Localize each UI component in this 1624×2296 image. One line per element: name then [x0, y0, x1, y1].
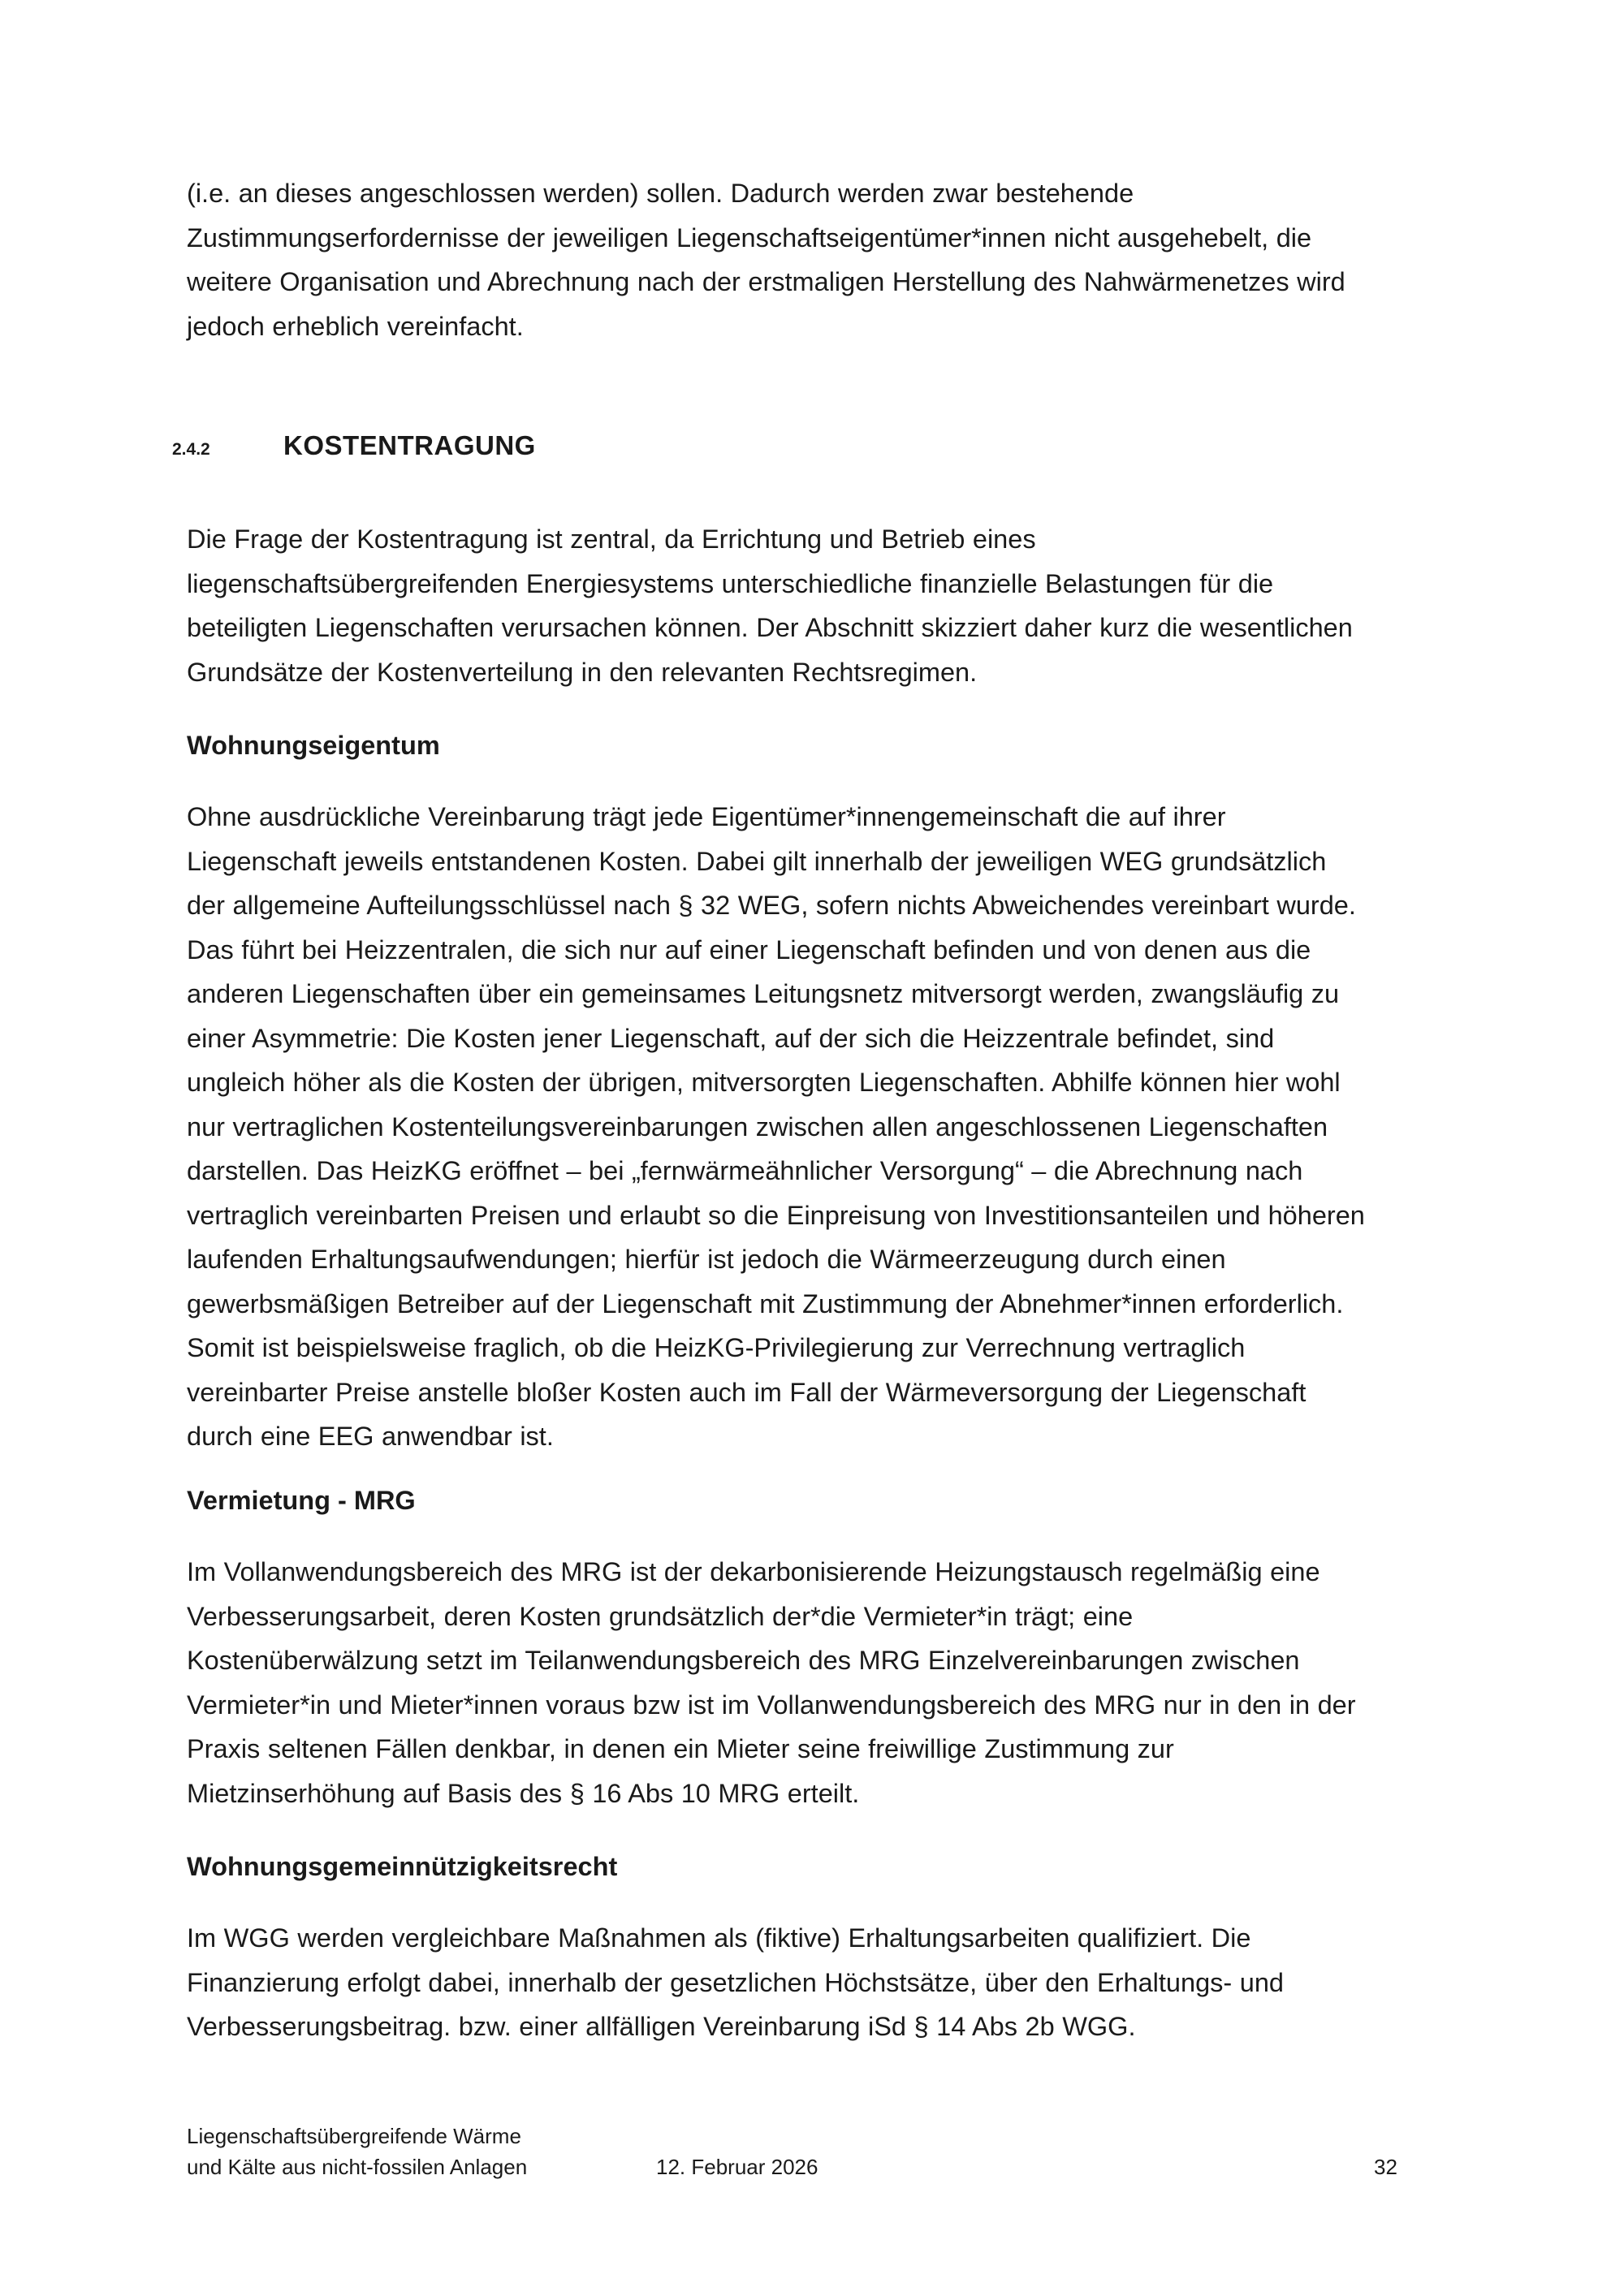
intro-paragraph: [187, 171, 1470, 348]
subsection-wgg: [187, 1845, 1470, 1889]
subsection-heading: Wohnungseigentum: [187, 731, 440, 760]
paragraph-text: [187, 795, 1470, 1459]
text-line: Liegenschaft jeweils entstandenen Kosten. Dabei gilt innerhalb der jeweiligen WEG grundsätzlich: [187, 846, 1327, 876]
text-line: einer Asymmetrie: Die Kosten jener Liegenschaft, auf der sich die Heizzentrale befindet, sind: [187, 1023, 1275, 1053]
paragraph-text: [187, 517, 1470, 694]
text-line: Verbesserungsbeitrag. bzw. einer allfälligen Vereinbarung iSd § 14 Abs 2b WGG.: [187, 2012, 1136, 2041]
text-line: Die Frage der Kostentragung ist zentral, da Errichtung und Betrieb eines: [187, 524, 1036, 554]
section-intro-paragraph: [187, 517, 1470, 694]
subsection-vermietung-mrg: [187, 1478, 1470, 1523]
text-line: vereinbarter Preise anstelle bloßer Kosten auch im Fall der Wärmeversorgung der Liegenschaft: [187, 1377, 1307, 1407]
text-line: nur vertraglichen Kostenteilungsvereinbarungen zwischen allen angeschlossenen Liegenschaften: [187, 1111, 1328, 1142]
text-line: Zustimmungserfordernisse der jeweiligen Liegenschaftseigentümer*innen nicht ausgehebelt, die: [187, 222, 1312, 252]
page-number: 32: [1374, 2155, 1397, 2179]
subsection-wohnungseigentum: [187, 723, 1470, 768]
text-line: darstellen. Das HeizKG eröffnet – bei „fernwärmeähnlicher Versorgung“ – die Abrechnung nach: [187, 1156, 1303, 1185]
subsection-heading: Vermietung - MRG: [187, 1486, 416, 1515]
subsection-wgg-body: [187, 1916, 1470, 2049]
text-line: Im Vollanwendungsbereich des MRG ist der dekarbonisierende Heizungstausch regelmäßig eine: [187, 1557, 1320, 1586]
text-line: Ohne ausdrückliche Vereinbarung trägt jede Eigentümer*innengemeinschaft die auf ihrer: [187, 802, 1226, 831]
text-line: weitere Organisation und Abrechnung nach der erstmaligen Herstellung des Nahwärmenetzes wird: [187, 267, 1345, 296]
text-line: der allgemeine Aufteilungsschlüssel nach § 32 WEG, sofern nichts Abweichendes vereinbart wurde.: [187, 891, 1356, 920]
text-line: liegenschaftsübergreifenden Energiesystems unterschiedliche finanzielle Belastungen für die: [187, 568, 1274, 598]
text-line: jedoch erheblich vereinfacht.: [187, 311, 524, 341]
footer-title-line: Liegenschaftsübergreifende Wärme: [187, 2124, 521, 2148]
text-line: Kostenüberwälzung setzt im Teilanwendungsbereich des MRG Einzelvereinbarungen zwischen: [187, 1646, 1300, 1675]
text-line: Das führt bei Heizzentralen, die sich nur auf einer Liegenschaft befinden und von denen aus die: [187, 934, 1311, 965]
subsection-heading: Wohnungsgemeinnützigkeitsrecht: [187, 1852, 618, 1881]
paragraph-text: [187, 1550, 1470, 1815]
paragraph-text: [187, 171, 1470, 348]
subsection-wohnungseigentum-body: [187, 795, 1470, 1459]
text-line: Praxis seltenen Fällen denkbar, in denen ein Mieter seine freiwillige Zustimmung zur: [187, 1734, 1174, 1763]
text-line: Somit ist beispielsweise fraglich, ob die HeizKG-Privilegierung zur Verrechnung vertraglich: [187, 1333, 1246, 1362]
section-title: KOSTENTRAGUNG: [283, 430, 536, 460]
text-line: Finanzierung erfolgt dabei, innerhalb der gesetzlichen Höchstsätze, über den Erhaltungs- und: [187, 1967, 1284, 1997]
text-line: Mietzinserhöhung auf Basis des § 16 Abs 10 MRG erteilt.: [187, 1778, 860, 1808]
text-line: ungleich höher als die Kosten der übrigen, mitversorgten Liegenschaften. Abhilfe können hier wohl: [187, 1068, 1341, 1097]
footer-date: 12. Februar 2026: [656, 2155, 818, 2179]
subsection-vermietung-mrg-body: [187, 1550, 1470, 1815]
text-line: Vermieter*in und Mieter*innen voraus bzw ist im Vollanwendungsbereich des MRG nur in den in der: [187, 1690, 1356, 1720]
text-line: laufenden Erhaltungsaufwendungen; hierfür ist jedoch die Wärmeerzeugung durch einen: [187, 1245, 1226, 1274]
text-line: durch eine EEG anwendbar ist.: [187, 1422, 554, 1451]
text-line: (i.e. an dieses angeschlossen werden) sollen. Dadurch werden zwar bestehende: [187, 179, 1134, 208]
text-line: gewerbsmäßigen Betreiber auf der Liegenschaft mit Zustimmung der Abnehmer*innen erforderlich.: [187, 1288, 1344, 1318]
footer-document-title: [187, 2121, 527, 2182]
text-line: Verbesserungsarbeit, deren Kosten grundsätzlich der*die Vermieter*in trägt; eine: [187, 1601, 1134, 1631]
page-footer: [187, 2121, 1453, 2218]
section-number: 2.4.2: [172, 440, 210, 459]
section-heading: [172, 430, 1471, 471]
text-line: Im WGG werden vergleichbare Maßnahmen als (fiktive) Erhaltungsarbeiten qualifiziert. Die: [187, 1923, 1251, 1953]
text-line: vertraglich vereinbarten Preisen und erlaubt so die Einpreisung von Investitionsanteilen und höheren: [187, 1200, 1365, 1230]
text-line: anderen Liegenschaften über ein gemeinsames Leitungsnetz mitversorgt werden, zwangsläufig zu: [187, 979, 1340, 1008]
paragraph-text: [187, 1916, 1470, 2049]
text-line: beteiligten Liegenschaften verursachen können. Der Abschnitt skizziert daher kurz die wesentlichen: [187, 613, 1353, 642]
text-line: Grundsätze der Kostenverteilung in den relevanten Rechtsregimen.: [187, 657, 978, 687]
footer-title-line: und Kälte aus nicht-fossilen Anlagen: [187, 2155, 528, 2179]
